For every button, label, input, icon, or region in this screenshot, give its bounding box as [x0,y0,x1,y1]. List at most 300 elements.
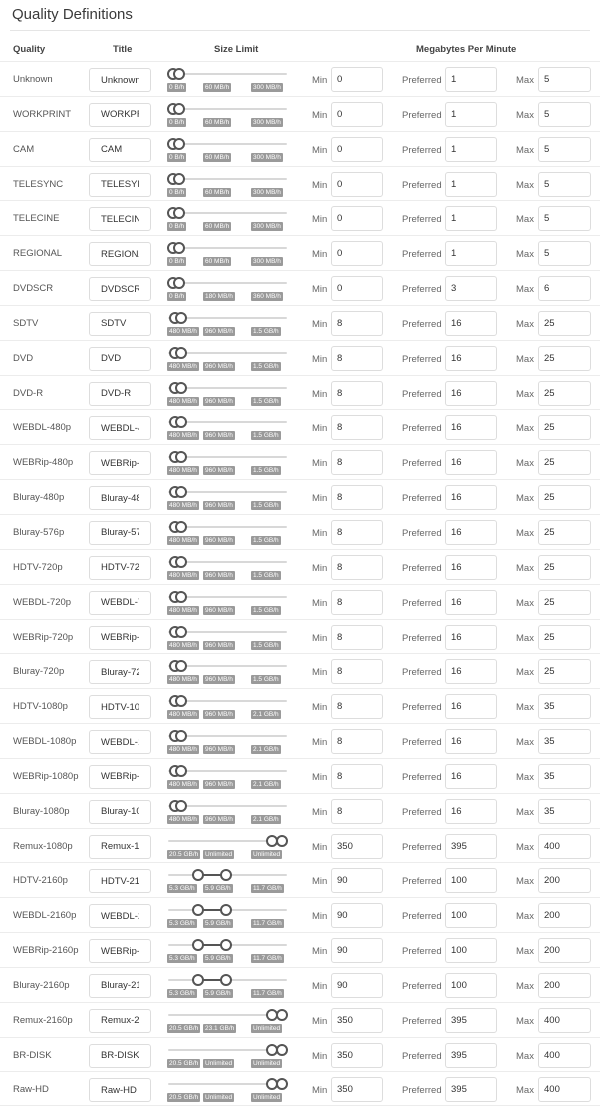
preferred-caption: Preferred [402,597,442,609]
min-input[interactable] [331,1077,383,1102]
max-input[interactable] [538,346,591,371]
title-input[interactable] [89,660,151,684]
title-input[interactable] [89,1009,151,1033]
max-input[interactable] [538,834,591,859]
min-input[interactable] [331,938,383,963]
slider-max-handle[interactable] [175,730,187,742]
min-input[interactable] [331,659,383,684]
size-limit-slider[interactable] [165,171,291,197]
slider-track [168,247,287,249]
size-label-preferred: 5.9 GB/h [205,989,231,997]
min-input[interactable] [331,172,383,197]
size-limit-slider[interactable] [165,275,291,301]
slider-max-handle[interactable] [175,312,187,324]
size-label-max: 1.5 GB/h [253,467,279,475]
title-input[interactable] [89,486,151,510]
max-input[interactable] [538,625,591,650]
max-input[interactable] [538,938,591,963]
max-input[interactable] [538,206,591,231]
size-labels [167,815,291,824]
max-input[interactable] [538,729,591,754]
min-caption: Min [312,353,328,365]
slider-max-handle[interactable] [175,765,187,777]
size-limit-slider[interactable] [165,624,291,650]
size-label-min: 480 MB/h [169,606,197,614]
title-input[interactable] [89,416,151,440]
quality-name: WEBDL-1080p [13,736,77,748]
max-caption: Max [516,806,534,818]
size-label-min: 20.5 GB/h [169,850,199,858]
title-input[interactable] [89,835,151,859]
min-input[interactable] [331,137,383,162]
quality-name: WEBDL-2160p [13,910,77,922]
slider-min-handle[interactable] [192,869,204,881]
size-limit-slider[interactable] [165,763,291,789]
size-limit-slider[interactable] [165,240,291,266]
size-labels [167,501,291,510]
title-input[interactable] [89,68,151,92]
size-label-max: 300 MB/h [253,223,281,231]
preferred-input[interactable] [445,381,497,406]
size-label-max: 11.7 GB/h [253,989,282,997]
slider-max-handle[interactable] [175,451,187,463]
size-labels [167,954,291,963]
title-input[interactable] [89,312,151,336]
slider-max-handle[interactable] [173,242,185,254]
title-input[interactable] [89,138,151,162]
size-limit-slider[interactable] [165,205,291,231]
min-input[interactable] [331,206,383,231]
size-label-preferred: 60 MB/h [205,188,230,196]
preferred-input[interactable] [445,834,497,859]
size-label-preferred: 960 MB/h [205,327,233,335]
preferred-input[interactable] [445,938,497,963]
size-limit-slider[interactable] [165,449,291,475]
preferred-input[interactable] [445,276,497,301]
size-labels [167,327,291,336]
preferred-input[interactable] [445,241,497,266]
quality-name: Bluray-2160p [13,979,70,991]
preferred-input[interactable] [445,764,497,789]
preferred-input[interactable] [445,1008,497,1033]
slider-track [168,212,287,214]
quality-row [0,1002,600,1037]
slider-max-handle[interactable] [175,347,187,359]
size-label-min: 480 MB/h [169,746,197,754]
slider-max-handle[interactable] [175,660,187,672]
preferred-caption: Preferred [402,980,442,992]
min-input[interactable] [331,555,383,580]
min-input[interactable] [331,868,383,893]
max-input[interactable] [538,172,591,197]
size-limit-slider[interactable] [165,66,291,92]
max-caption: Max [516,771,534,783]
min-input[interactable] [331,1043,383,1068]
quality-row [0,793,600,828]
preferred-input[interactable] [445,1043,497,1068]
title-input[interactable] [89,939,151,963]
size-labels [167,919,291,928]
size-label-max: 2.1 GB/h [253,746,279,754]
min-input[interactable] [331,415,383,440]
quality-name: Bluray-480p [13,492,65,504]
preferred-input[interactable] [445,102,497,127]
size-label-max: Unlimited [253,1024,281,1032]
title-input[interactable] [89,451,151,475]
title-input[interactable] [89,904,151,928]
size-limit-slider[interactable] [165,1076,291,1102]
min-input[interactable] [331,903,383,928]
size-label-preferred: 960 MB/h [205,606,233,614]
max-caption: Max [516,632,534,644]
size-labels [167,1024,291,1033]
min-caption: Min [312,493,328,505]
title-input[interactable] [89,173,151,197]
title-input[interactable] [89,382,151,406]
min-caption: Min [312,667,328,679]
preferred-input[interactable] [445,973,497,998]
slider-max-handle[interactable] [175,521,187,533]
max-input[interactable] [538,381,591,406]
size-label-max: 1.5 GB/h [253,397,279,405]
preferred-caption: Preferred [402,493,442,505]
size-label-max: 360 MB/h [253,293,281,301]
min-input[interactable] [331,799,383,824]
preferred-input[interactable] [445,485,497,510]
title-input[interactable] [89,800,151,824]
quality-name: Bluray-720p [13,666,65,678]
quality-row [0,444,600,479]
preferred-input[interactable] [445,415,497,440]
min-input[interactable] [331,590,383,615]
size-label-min: 480 MB/h [169,432,197,440]
title-input[interactable] [89,347,151,371]
preferred-caption: Preferred [402,876,442,888]
min-caption: Min [312,1085,328,1097]
slider-min-handle[interactable] [192,904,204,916]
size-label-preferred: 60 MB/h [205,153,230,161]
slider-max-handle[interactable] [276,1009,288,1021]
size-labels [167,571,291,580]
size-label-preferred: 960 MB/h [205,815,233,823]
size-limit-slider[interactable] [165,693,291,719]
title-input[interactable] [89,974,151,998]
preferred-input[interactable] [445,1077,497,1102]
size-limit-slider[interactable] [165,519,291,545]
size-labels [167,884,291,893]
min-input[interactable] [331,1008,383,1033]
size-label-max: 300 MB/h [253,118,281,126]
max-input[interactable] [538,276,591,301]
size-limit-slider[interactable] [165,589,291,615]
size-limit-slider[interactable] [165,1007,291,1033]
slider-max-handle[interactable] [175,626,187,638]
max-input[interactable] [538,590,591,615]
size-limit-slider[interactable] [165,484,291,510]
size-labels [167,153,291,162]
max-input[interactable] [538,555,591,580]
size-limit-slider[interactable] [165,345,291,371]
max-input[interactable] [538,903,591,928]
min-input[interactable] [331,485,383,510]
max-input[interactable] [538,137,591,162]
title-input[interactable] [89,207,151,231]
quality-name: WEBDL-480p [13,422,72,434]
max-caption: Max [516,318,534,330]
slider-track [168,73,287,75]
size-label-max: 1.5 GB/h [253,362,279,370]
preferred-input[interactable] [445,659,497,684]
slider-track [168,178,287,180]
preferred-input[interactable] [445,346,497,371]
preferred-input[interactable] [445,868,497,893]
preferred-input[interactable] [445,206,497,231]
slider-max-handle[interactable] [220,974,232,986]
max-caption: Max [516,458,534,470]
quality-row [0,479,600,514]
max-input[interactable] [538,1077,591,1102]
min-input[interactable] [331,311,383,336]
min-input[interactable] [331,450,383,475]
preferred-input[interactable] [445,172,497,197]
size-label-max: 300 MB/h [253,188,281,196]
slider-max-handle[interactable] [175,382,187,394]
max-input[interactable] [538,450,591,475]
size-limit-slider[interactable] [165,972,291,998]
size-limit-slider[interactable] [165,902,291,928]
size-label-max: 300 MB/h [253,258,281,266]
min-input[interactable] [331,520,383,545]
slider-max-handle[interactable] [173,207,185,219]
slider-max-handle[interactable] [173,68,185,80]
size-label-max: Unlimited [253,850,281,858]
max-input[interactable] [538,799,591,824]
preferred-caption: Preferred [402,667,442,679]
size-limit-slider[interactable] [165,833,291,859]
size-label-min: 5.3 GB/h [169,989,195,997]
slider-max-handle[interactable] [173,138,185,150]
min-input[interactable] [331,102,383,127]
preferred-input[interactable] [445,311,497,336]
max-input[interactable] [538,868,591,893]
size-label-min: 480 MB/h [169,362,197,370]
size-label-preferred: Unlimited [205,1059,233,1067]
preferred-input[interactable] [445,590,497,615]
size-label-min: 5.3 GB/h [169,920,195,928]
quality-name: BR-DISK [13,1049,52,1061]
size-limit-slider[interactable] [165,380,291,406]
slider-max-handle[interactable] [175,800,187,812]
preferred-input[interactable] [445,729,497,754]
min-input[interactable] [331,625,383,650]
slider-track [168,143,287,145]
title-input[interactable] [89,242,151,266]
size-labels [167,989,291,998]
size-limit-slider[interactable] [165,798,291,824]
quality-row [0,967,600,1002]
title-input[interactable] [89,521,151,545]
max-caption: Max [516,109,534,121]
size-limit-slider[interactable] [165,1042,291,1068]
slider-max-handle[interactable] [276,1078,288,1090]
slider-max-handle[interactable] [175,695,187,707]
preferred-input[interactable] [445,137,497,162]
quality-row [0,340,600,375]
max-caption: Max [516,946,534,958]
size-label-min: 480 MB/h [169,815,197,823]
max-input[interactable] [538,520,591,545]
size-label-preferred: 5.9 GB/h [205,920,231,928]
min-input[interactable] [331,764,383,789]
slider-max-handle[interactable] [276,835,288,847]
preferred-caption: Preferred [402,284,442,296]
max-input[interactable] [538,694,591,719]
preferred-input[interactable] [445,799,497,824]
quality-definitions-list [0,61,600,1106]
quality-name: DVDSCR [13,283,54,295]
slider-min-handle[interactable] [192,939,204,951]
size-limit-slider[interactable] [165,658,291,684]
page-title: Quality Definitions [12,6,133,23]
max-caption: Max [516,737,534,749]
min-input[interactable] [331,276,383,301]
max-caption: Max [516,667,534,679]
min-input[interactable] [331,729,383,754]
size-limit-slider[interactable] [165,554,291,580]
max-input[interactable] [538,1043,591,1068]
size-limit-slider[interactable] [165,101,291,127]
title-input[interactable] [89,1044,151,1068]
min-input[interactable] [331,381,383,406]
size-limit-slider[interactable] [165,867,291,893]
slider-max-handle[interactable] [276,1044,288,1056]
min-input[interactable] [331,346,383,371]
preferred-caption: Preferred [402,562,442,574]
preferred-caption: Preferred [402,458,442,470]
max-caption: Max [516,423,534,435]
slider-max-handle[interactable] [220,904,232,916]
size-label-max: 1.5 GB/h [253,641,279,649]
title-input[interactable] [89,869,151,893]
quality-row [0,828,600,863]
max-input[interactable] [538,1008,591,1033]
size-label-min: 480 MB/h [169,467,197,475]
quality-row [0,96,600,131]
size-label-preferred: 960 MB/h [205,467,233,475]
size-labels [167,431,291,440]
min-input[interactable] [331,67,383,92]
quality-name: WEBRip-720p [13,631,74,643]
max-caption: Max [516,353,534,365]
size-limit-slider[interactable] [165,728,291,754]
size-limit-slider[interactable] [165,310,291,336]
slider-max-handle[interactable] [175,556,187,568]
preferred-input[interactable] [445,625,497,650]
size-label-min: 20.5 GB/h [169,1094,199,1102]
title-input[interactable] [89,277,151,301]
quality-name: CAM [13,143,35,155]
preferred-input[interactable] [445,903,497,928]
slider-max-handle[interactable] [175,486,187,498]
max-caption: Max [516,527,534,539]
title-input[interactable] [89,556,151,580]
slider-max-handle[interactable] [220,939,232,951]
size-label-max: 1.5 GB/h [253,606,279,614]
preferred-caption: Preferred [402,353,442,365]
slider-max-handle[interactable] [173,277,185,289]
title-input[interactable] [89,103,151,127]
title-input[interactable] [89,1078,151,1102]
title-input[interactable] [89,765,151,789]
title-input[interactable] [89,591,151,615]
min-caption: Min [312,876,328,888]
slider-max-handle[interactable] [175,591,187,603]
slider-max-handle[interactable] [173,103,185,115]
size-label-max: 2.1 GB/h [253,711,279,719]
max-input[interactable] [538,102,591,127]
max-input[interactable] [538,415,591,440]
preferred-input[interactable] [445,67,497,92]
quality-row [0,514,600,549]
preferred-input[interactable] [445,555,497,580]
preferred-caption: Preferred [402,806,442,818]
max-input[interactable] [538,659,591,684]
min-input[interactable] [331,241,383,266]
slider-max-handle[interactable] [175,416,187,428]
max-input[interactable] [538,485,591,510]
size-label-min: 480 MB/h [169,641,197,649]
size-label-max: 11.7 GB/h [253,920,282,928]
min-input[interactable] [331,973,383,998]
preferred-caption: Preferred [402,318,442,330]
size-label-max: Unlimited [253,1094,281,1102]
max-input[interactable] [538,764,591,789]
max-input[interactable] [538,241,591,266]
max-input[interactable] [538,973,591,998]
size-limit-slider[interactable] [165,937,291,963]
size-labels [167,710,291,719]
title-input[interactable] [89,626,151,650]
size-labels [167,606,291,615]
title-input[interactable] [89,730,151,754]
title-input[interactable] [89,695,151,719]
slider-max-handle[interactable] [173,173,185,185]
size-limit-slider[interactable] [165,136,291,162]
size-label-max: 1.5 GB/h [253,536,279,544]
min-caption: Min [312,702,328,714]
preferred-input[interactable] [445,694,497,719]
size-label-preferred: 23.1 GB/h [205,1024,235,1032]
min-input[interactable] [331,834,383,859]
max-input[interactable] [538,67,591,92]
preferred-input[interactable] [445,450,497,475]
min-input[interactable] [331,694,383,719]
quality-row [0,897,600,932]
size-label-max: 11.7 GB/h [253,885,282,893]
slider-min-handle[interactable] [192,974,204,986]
quality-row [0,653,600,688]
size-labels [167,745,291,754]
preferred-caption: Preferred [402,214,442,226]
quality-name: HDTV-1080p [13,701,68,713]
size-limit-slider[interactable] [165,414,291,440]
size-label-preferred: 960 MB/h [205,746,233,754]
size-label-preferred: 5.9 GB/h [205,885,231,893]
preferred-input[interactable] [445,520,497,545]
slider-max-handle[interactable] [220,869,232,881]
quality-row [0,932,600,967]
max-input[interactable] [538,311,591,336]
